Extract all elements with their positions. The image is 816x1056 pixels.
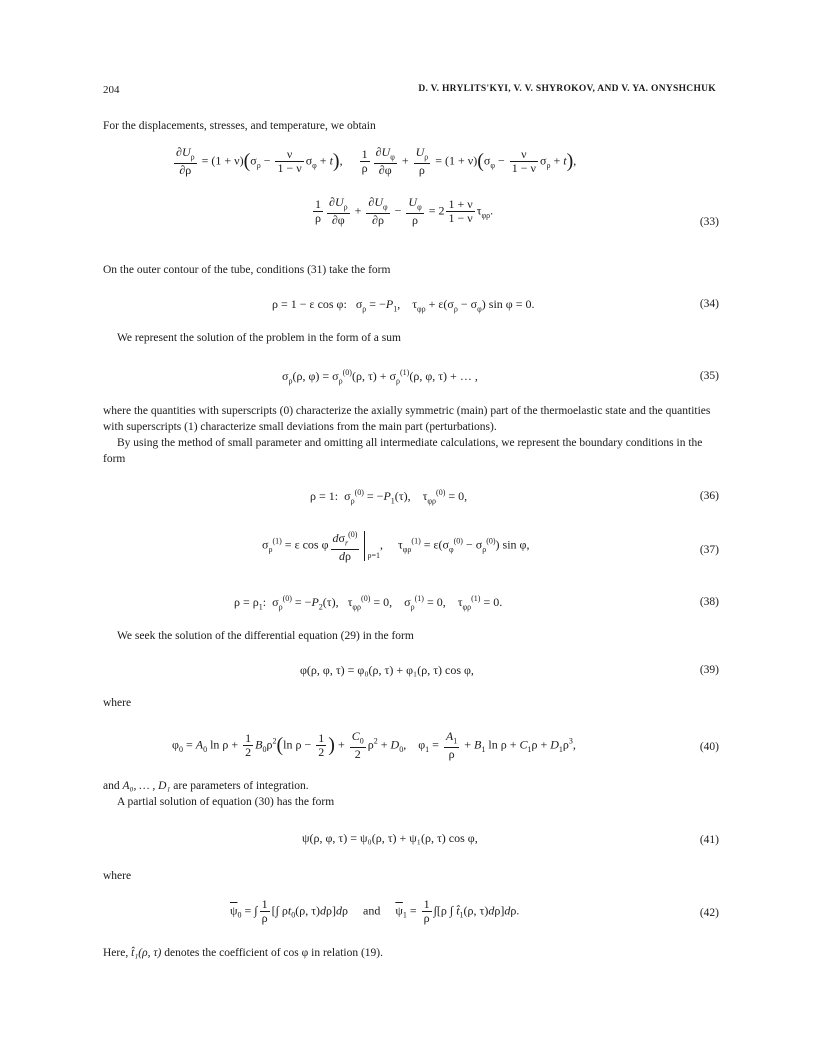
equation-40: $\varphi_0 = A_0$ ln ρ + $\frac{1}{2}$ $B_0\rho^2(\ln$ ρ − $\frac{1}{2}$ ) + $\frac{C_0}{2}$ $\rho^2 + D_0$, $\varphi_1$ = $\frac{A_1}{\rho}$ + $B_1$ $\ln \rho + C_1\rho + D_1\rho^3$, <box>172 729 576 762</box>
equation-number: (42) <box>699 907 719 919</box>
equation-39: φ(ρ, φ, τ) = φ₀(ρ, τ) + φ₁(ρ, τ) cos φ, <box>300 663 474 677</box>
text-and: and <box>103 780 123 792</box>
equation-34: ρ = 1 − ε cos φ: $\sigma_\rho = -P_1$, $\tau_{\varphi\rho} + \varepsilon(\sigma_\rho - \sigma_\varphi)$ sin φ = 0. <box>272 297 535 314</box>
equation-33-line-2: $\frac{1}{\rho}$ $\frac{\partial U_\rho}{\partial\varphi}$ + $\frac{\partial U_\varphi}{\partial\rho}$ − $\frac{U_\varphi}{\rho}$ = 2 $\frac{1 + \nu}{1 - \nu}$ $\tau_{\varphi\rho}$. <box>315 195 494 228</box>
paragraph: On the outer contour of the tube, conditions (31) take the form <box>103 264 391 276</box>
equation-number: (38) <box>699 596 719 608</box>
equation-number: (39) <box>699 664 719 676</box>
paragraph: We represent the solution of the problem in the form of a sum <box>117 332 401 344</box>
equation-number: (37) <box>699 544 719 556</box>
equation-35: $\sigma_\rho(\rho$, $\varphi) = \sigma_\rho^{(0)}(\rho$, $\tau) + \sigma_\rho^{(1)}(\rho$, φ, τ) + … , <box>282 368 478 386</box>
text-here: Here, <box>103 947 132 959</box>
equation-36: ρ = 1: $\sigma_\rho^{(0)} = -P_1(\tau)$, $\tau_{\varphi\rho}^{(0)} = 0$, <box>310 488 468 506</box>
coef-symbol: t̂₁(ρ, τ) <box>131 947 162 959</box>
equation-37: $\sigma_\rho^{(1)} = \varepsilon$ cos φ $\frac{d\sigma_r^{(0)}}{d\rho}$ ρ=1, $\tau_{\varphi\rho}^{(1)} = \varepsilon(\sigma_\varphi^{(0)} - \sigma_\rho^{(0)})$ sin φ, <box>262 530 530 564</box>
text-params-tail: are parameters of integration. <box>170 780 309 792</box>
text-coef-tail: denotes the coefficient of cos φ in relation (19). <box>161 947 383 959</box>
equation-41: ψ(ρ, φ, τ) = ψ₀(ρ, τ) + ψ₁(ρ, τ) cos φ, <box>302 831 478 845</box>
equation-42: $\overline{\psi}_0$ = ∫ $\frac{1}{\rho}$ [∫ $\rho t_0(\rho$, τ)dρ]dρ and $\overline{\psi}_1$ = $\frac{1}{\rho}$ ∫[ρ ∫ $t̂_1(\rho$, τ)dρ]dρ. <box>230 897 520 925</box>
paragraph: where <box>103 697 132 709</box>
page-number: 204 <box>103 84 120 96</box>
paragraph: By using the method of small parameter and omitting all intermediate calculations, we represent the boundary conditions in the form <box>103 437 703 465</box>
equation-number: (35) <box>699 370 719 382</box>
paragraph: A partial solution of equation (30) has the form <box>117 796 335 808</box>
paragraph: where the quantities with superscripts (0) characterize the axially symmetric (main) part of the thermoelastic state and the quantities with superscripts (1) characterize small deviations from the main part (perturbations). <box>103 405 711 433</box>
equation-number: (40) <box>699 741 719 753</box>
paragraph: where <box>103 870 132 882</box>
paragraph: For the displacements, stresses, and temperature, we obtain <box>103 120 376 132</box>
running-head: D. V. HRYLITS'KYI, V. V. SHYROKOV, AND V. YA. ONYSHCHUK <box>418 84 716 94</box>
equation-38: $\rho = \rho_1$: $\sigma_\rho^{(0)} = -P_2(\tau)$, $\tau_{\varphi\rho}^{(0)} = 0$, $\sigma_\rho^{(1)} = 0$, $\tau_{\varphi\rho}^{(1)} = 0$. <box>234 594 503 612</box>
equation-number: (36) <box>699 490 719 502</box>
equation-number: (41) <box>699 834 719 846</box>
equation-number: (33) <box>699 216 719 228</box>
integration-params: A₀, … , D₁ <box>122 780 171 792</box>
paragraph <box>103 945 719 961</box>
paragraph <box>103 778 719 794</box>
equation-33-line-1: $\frac{\partial U_\rho}{\partial\rho}$ = $(1 + \nu)(\sigma_\rho$ − $\frac{\nu}{1 - \nu}$ $\sigma_\varphi + t$), $\frac{1}{\rho}$ $\frac{\partial U_\varphi}{\partial\varphi}$ + $\frac{U_\rho}{\rho}$ = $(1 + \nu)(\sigma_\varphi$ − $\frac{\nu}{1 - \nu}$ $\sigma_\rho + t$), <box>176 145 577 178</box>
paragraph: We seek the solution of the differential equation (29) in the form <box>117 630 414 642</box>
equation-number: (34) <box>699 298 719 310</box>
